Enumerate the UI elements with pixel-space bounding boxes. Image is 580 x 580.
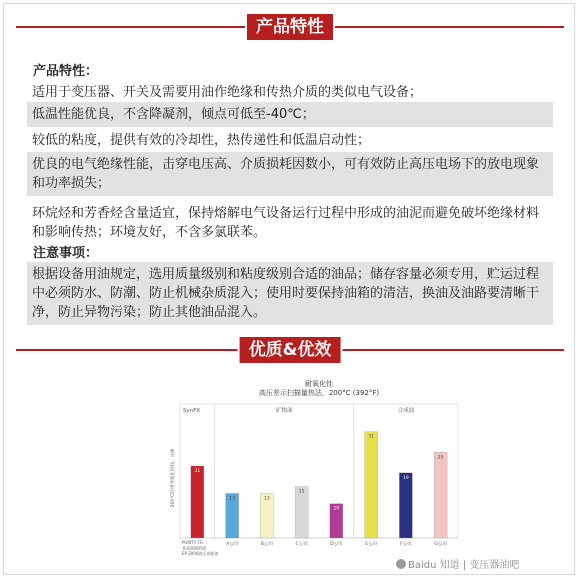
feature-item: 低温性能优良，不含降凝剂，倾点可低至-40℃； bbox=[27, 102, 553, 127]
watermark bbox=[396, 556, 519, 571]
chart-title: 耐氧化性 bbox=[305, 380, 333, 388]
group-label: 矿物油 bbox=[275, 408, 293, 414]
bar-value-label: 25 bbox=[437, 455, 444, 461]
x-tick-label: 食品级润滑油 bbox=[182, 545, 206, 551]
advantages-banner-title: 优质&优效 bbox=[240, 337, 341, 363]
x-tick-label: F公司 bbox=[400, 542, 412, 547]
oxidation-chart bbox=[168, 378, 470, 558]
bar bbox=[399, 473, 412, 538]
features-heading: 产品特性： bbox=[33, 64, 99, 79]
bar-value-label: 15 bbox=[298, 489, 305, 495]
chart-subtitle: 高压差示扫描量热法，200°C (392°F) bbox=[258, 389, 380, 397]
x-tick-label: G公司 bbox=[434, 542, 447, 547]
bar-value-label: 21 bbox=[194, 469, 201, 474]
group-label: SynFX bbox=[183, 408, 201, 414]
bar-value-label: 10 bbox=[333, 506, 340, 512]
x-tick-label: PURITY FG bbox=[182, 540, 203, 545]
notes-heading: 注意事项： bbox=[33, 246, 99, 261]
group-label: 合成油 bbox=[397, 408, 415, 414]
bar-value-label: 13 bbox=[264, 496, 270, 502]
feature-item: 优良的电气绝缘性能，击穿电压高、介质损耗因数小，可有效防止高压电场下的放电现象和功率损失； bbox=[27, 152, 553, 196]
features-banner bbox=[0, 10, 580, 44]
bar bbox=[365, 432, 378, 538]
notes-text: 根据设备用油规定，选用质量级别和粘度级别合适的油品；储存容量必须专用，贮运过程中必须防水、防潮、防止机械杂质混入；使用时要保持油箱的清洁，换油及油路要清晰干净，防止异物污染；防止其他油品混入。 bbox=[27, 262, 553, 325]
bar bbox=[191, 466, 204, 538]
bar-value-label: 31 bbox=[368, 434, 374, 440]
advantages-banner bbox=[0, 333, 580, 367]
x-tick-label: D公司 bbox=[330, 542, 343, 547]
y-axis-label: 200℃时诱导氧化时间，分钟 bbox=[171, 448, 176, 508]
features-banner-title: 产品特性 bbox=[247, 14, 333, 40]
feature-item: 环烷烃和芳香烃含量适宜，保持熔解电气设备运行过程中形成的油泥而避免破坏绝缘材料和影响传热；环境友好，不含多氯联苯。 bbox=[27, 201, 553, 245]
watermark-text: Baidu 知道 | 变压器油吧 bbox=[408, 560, 520, 571]
chart-svg bbox=[168, 378, 470, 558]
bar-value-label: 19 bbox=[403, 475, 409, 481]
x-tick-label: A公司 bbox=[226, 542, 239, 547]
bar-value-label: 13 bbox=[229, 496, 235, 502]
feature-item: 适用于变压器、开关及需要用油作绝缘和传热介质的类似电气设备； bbox=[27, 80, 553, 105]
x-tick-label: EP 2000液压齿轮油 bbox=[182, 551, 219, 556]
x-tick-label: E公司 bbox=[365, 542, 378, 547]
x-tick-label: C公司 bbox=[295, 542, 308, 547]
feature-item: 较低的粘度，提供有效的冷却性，热传递性和低温启动性； bbox=[27, 128, 553, 153]
x-tick-label: B公司 bbox=[260, 542, 273, 547]
paw-icon bbox=[396, 559, 406, 569]
plot-frame bbox=[180, 404, 458, 538]
bar bbox=[434, 452, 447, 538]
